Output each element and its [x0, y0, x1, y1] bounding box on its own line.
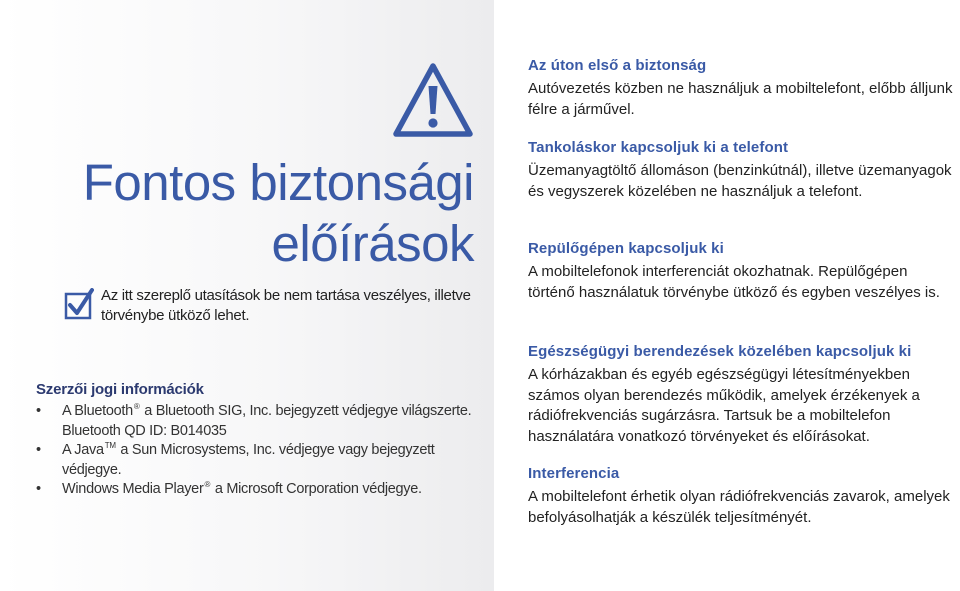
list-item: • Windows Media Player® a Microsoft Corporation védjegye. [36, 480, 476, 500]
section-body: A kórházakban és egyéb egészségügyi létesítményekben számos olyan berendezés működik, amelyek érzékenyek a rádiófrekvenciás sugárzásra. Tartsuk be a mobiltelefon használatára vonatkozó törvényeket és előírásokat. [528, 366, 920, 445]
warning-triangle-icon [392, 62, 474, 138]
section-heading: Repülőgépen kapcsoljuk ki [528, 240, 724, 257]
copyright-list [36, 402, 476, 500]
section-refueling [528, 138, 958, 202]
registered-mark: ® [133, 402, 140, 411]
section-heading: Interferencia [528, 465, 620, 482]
copyright-heading: Szerzői jogi információk [36, 381, 204, 398]
section-body: Autóvezetés közben ne használjuk a mobiltelefont, előbb álljunk félre a járművel. [528, 80, 953, 118]
page-title [14, 152, 474, 274]
copyright-block [36, 380, 476, 500]
bluetooth-qd-id: Bluetooth QD ID: B014035 [62, 422, 227, 439]
section-body: A mobiltelefonok interferenciát okozhatnak. Repülőgépen történő használatuk törvénybe ütköző és egyben veszélyes is. [528, 263, 940, 301]
section-road-safety [528, 56, 958, 120]
list-item: • A Bluetooth® a Bluetooth SIG, Inc. bejegyzett védjegye világszerte. Bluetooth QD ID: B014035 [36, 402, 476, 441]
section-interference [528, 464, 958, 528]
registered-mark: ® [204, 480, 211, 489]
checkbox-check-icon [64, 288, 94, 320]
list-item: • A Java™ a Sun Microsystems, Inc. védjegye vagy bejegyzett védjegye. [36, 441, 476, 480]
trademark-mark: TM [104, 441, 116, 450]
warning-note: Az itt szereplő utasítások be nem tartása veszélyes, illetve törvénybe ütköző lehet. [101, 287, 471, 324]
section-heading: Az úton első a biztonság [528, 57, 707, 74]
section-heading: Tankoláskor kapcsoljuk ki a telefont [528, 139, 789, 156]
title-line-1: Fontos biztonsági [82, 154, 474, 211]
title-line-2: előírások [271, 215, 474, 272]
section-aircraft [528, 239, 958, 303]
section-medical-equipment [528, 342, 958, 447]
section-body: A mobiltelefont érhetik olyan rádiófrekvenciás zavarok, amelyek befolyásolhatják a készülék teljesítményét. [528, 488, 950, 526]
section-body: Üzemanyagtöltő állomáson (benzinkútnál), illetve üzemanyagok és vegyszerek közelében ne használjuk a telefont. [528, 162, 952, 200]
section-heading: Egészségügyi berendezések közelében kapcsoljuk ki [528, 343, 912, 360]
